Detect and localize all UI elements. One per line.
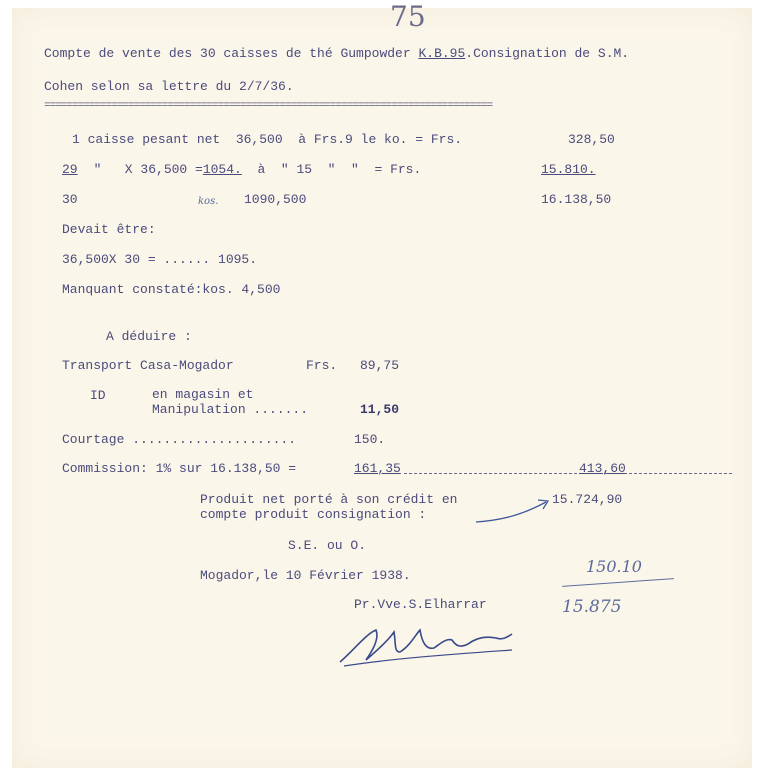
net-amount: 15.724,90 (552, 492, 623, 507)
hand-note-1: 150.10 (586, 557, 642, 576)
hand-note-2: 15.875 (562, 597, 622, 617)
courtage-amount: 150. (354, 432, 386, 447)
commission-amount: 161,35 (354, 461, 401, 476)
transport-label: Transport Casa-Mogador (62, 358, 234, 373)
commission-label: Commission: 1% sur 16.138,50 = (62, 461, 297, 476)
cases-29-part-a: " X 36,500 = (78, 162, 203, 177)
hand-note-rule (562, 578, 674, 587)
deduction-total: 413,60 (579, 461, 626, 476)
cases-29-total: 1054. (202, 162, 242, 177)
cases-29-qty: 29 (62, 162, 78, 177)
transport-amount: 89,75 (360, 358, 400, 373)
total-weight: 1090,500 (244, 192, 307, 207)
signature-scribble (336, 620, 516, 670)
id-desc-1: en magasin et (152, 387, 254, 402)
commission-rule (404, 473, 732, 474)
se-line: S.E. ou O. (288, 538, 367, 553)
header-line-2: Cohen selon sa lettre du 2/7/36. (44, 79, 294, 94)
hand-arrow-icon (474, 496, 554, 526)
header-line-1-end: .Consignation de S.M. (465, 46, 630, 61)
total-unit: kos. (198, 196, 219, 207)
cases-29-part-b: à " 15 " " = Frs. (241, 162, 422, 177)
id-amount: 11,50 (360, 402, 400, 417)
single-case-amount: 328,50 (568, 132, 615, 147)
id-desc-2: Manipulation ....... (152, 402, 309, 417)
page-number: 75 (390, 0, 426, 33)
net-label-2: compte produit consignation : (200, 507, 427, 522)
deduct-title: A déduire : (106, 329, 192, 344)
net-label-1: Produit net porté à son crédit en (200, 492, 458, 507)
header-line-1-start: Compte de vente des 30 caisses de thé Gumpowder (44, 46, 419, 61)
shortage-line: Manquant constaté:kos. 4,500 (62, 282, 281, 297)
document-page (12, 0, 752, 768)
id-label: ID (90, 388, 106, 403)
separator-line: ================================================================================ (44, 100, 493, 112)
gross-amount: 16.138,50 (541, 192, 612, 207)
courtage-label: Courtage ..................... (62, 432, 297, 447)
expected-label: Devait être: (62, 222, 156, 237)
line-single-case: 1 caisse pesant net 36,500 à Frs.9 le ko. = Frs. (72, 132, 463, 147)
place-date: Mogador,le 10 Février 1938. (200, 568, 411, 583)
shipment-mark: K.B.95 (418, 46, 466, 61)
expected-calc: 36,500X 30 = ...... 1095. (62, 252, 258, 267)
header-line-1 (44, 46, 629, 61)
cases-29-calc (78, 162, 421, 177)
transport-currency: Frs. (306, 358, 338, 373)
cases-29-amount: 15.810. (541, 162, 596, 177)
signer-name: Pr.Vve.S.Elharrar (354, 597, 487, 612)
total-qty: 30 (62, 192, 78, 207)
